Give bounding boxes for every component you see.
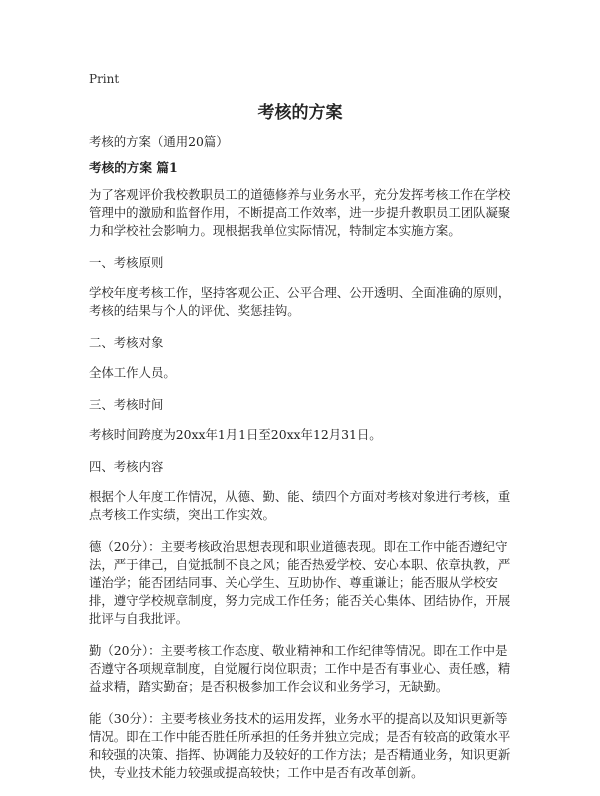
paragraph-targets: 全体工作人员。 [89,365,176,380]
section-title: 考核的方案 篇1 [89,160,178,175]
document-subtitle: 考核的方案（通用20篇） [89,134,229,149]
print-link[interactable]: Print [89,72,120,86]
heading-principles: 一、考核原则 [89,255,164,270]
heading-targets: 二、考核对象 [89,335,164,350]
paragraph-de: 德（20分）：主要考核政治思想表现和职业道德表现。即在工作中能否遵纪守法，严于律己，自觉抵制不良之风；能否热爱学校、安心本职、依章执教，严谨治学；能否团结同事、关心学生、互助协作、尊重谦让；能否服从学校安排，遵守学校规章制度，努力完成工作任务；能否关心集体、团结协作，开展批评与自我批评。 [89,539,511,626]
heading-time: 三、考核时间 [89,397,164,412]
page-title: 考核的方案 [257,103,343,123]
paragraph-neng: 能（30分）：主要考核业务技术的运用发挥，业务水平的提高以及知识更新等情况。即在工作中能否胜任所承担的任务并独立完成；是否有较高的政策水平和较强的决策、指挥、协调能力及较好的工作方法；是否精通业务，知识更新快，专业技术能力较强或提高较快；工作中是否有改革创新。 [89,711,511,780]
paragraph-qin: 勤（20分）：主要考核工作态度、敬业精神和工作纪律等情况。即在工作中是否遵守各项规章制度，自觉履行岗位职责；工作中是否有事业心、责任感，精益求精，踏实勤奋；是否积极参加工作会议和业务学习，无缺勤。 [89,643,511,694]
paragraph-intro: 为了客观评价我校教职员工的道德修养与业务水平，充分发挥考核工作在学校管理中的激励和监督作用，不断提高工作效率，进一步提升教职员工团队凝聚力和学校社会影响力。现根据我单位实际情况，特制定本实施方案。 [89,187,511,238]
paragraph-content: 根据个人年度工作情况，从德、勤、能、绩四个方面对考核对象进行考核，重点考核工作实绩，突出工作实效。 [89,489,511,522]
paragraph-principles: 学校年度考核工作，坚持客观公正、公平合理、公开透明、全面准确的原则，考核的结果与个人的评优、奖惩挂钩。 [89,285,511,318]
heading-content: 四、考核内容 [89,459,164,474]
document-body [89,133,514,796]
paragraph-time: 考核时间跨度为20xx年1月1日至20xx年12月31日。 [89,427,382,442]
